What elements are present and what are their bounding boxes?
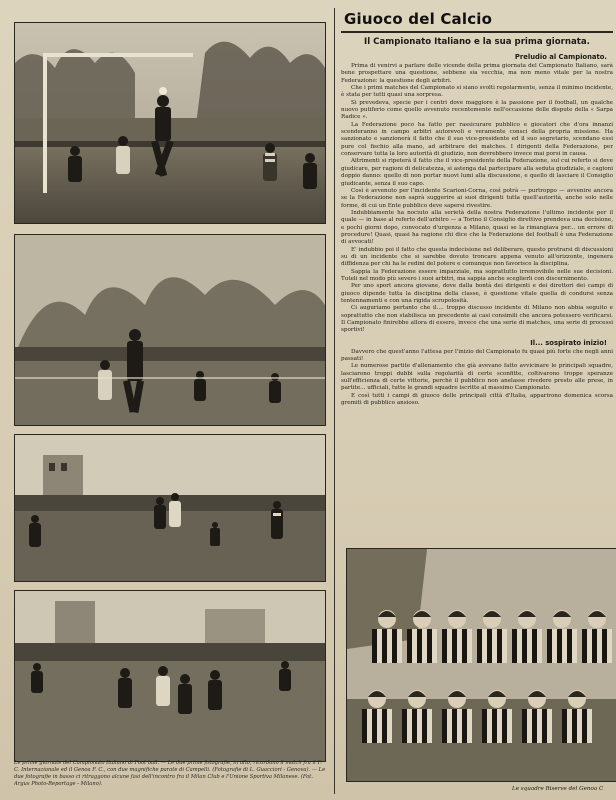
photo-milan-usm-2	[14, 590, 326, 762]
article-paragraph: Per uno sport ancora giovane, dove dalla bontà dei dirigenti e dei direttori dei campi di giuoco dipende tutta la disciplina della classe, è questione vitale quella di condursi senza tentennamenti e con una rigida scrupolosità.	[341, 283, 613, 304]
article-paragraph: E così tutti i campi di giuoco delle principali città d'Italia, apparirono domenica scorsa gremiti di pubblico ansioso.	[341, 392, 613, 407]
article-paragraph: Così è avvenuto per l'incidente Scarioni-Corna, così potrà — purtroppo — avvenire ancora se la Federazione non saprà suggerire ai suoi dirigenti tutta quell'autorità, anche solo nelle forme, di cui un Ente pubblico deve sapersi rivestire.	[341, 187, 613, 209]
article-paragraph: Altrimenti si ripeterà il fatto che il vice-presidente della Federazione, sul cui referto si deve giudicare, per ragioni di delicatezza, si astenga dal partecipare alla seduta giudiziale, e cagioni doppio danno: quello di non portar nuovi lumi alla discussione, e quello di lasciare il Consiglio giudicante, senza il suo capo.	[341, 158, 613, 187]
column-divider	[334, 8, 335, 794]
article-subtitle: Il Campionato Italiano e la sua prima giornata.	[364, 37, 590, 47]
article-paragraph: E' indubbio poi il fatto che questa indecisione nel deliberare, questo protrarsi di discussioni su di un incidente che si sarebbe dovuto troncare appena venuto all'orizzonte, ingenera diffidenza per chi ha le redini del potere e comunque non favorisce la disciplina.	[341, 246, 613, 268]
article-paragraph: Sappia la Federazione essere imparziale, ma soprattutto irremovibile nelle sue decisioni. Tuteli nel modo più severo i suoi arbitri, ma sappia anche sceglierli con discernimento.	[341, 268, 613, 282]
article-paragraph: Le numerose partite d'allenamento che già avevano fatto avvicinare le principali squadre, lasciarono troppi dubbi sulla regolarità di certe sconfitte, coltivarono troppe speranze sull'efficienza di certe vittorie, perchè il pubblico non anelasse rivedere presto alle prese, in partite... ufficiali, tutte le grandi squadre iscritte al massimo Campionato.	[341, 363, 613, 392]
article-paragraph: Prima di venirvi a parlare delle vicende della prima giornata del Campionato Italiano, sarà bene prospettare una questione, sebbene sia vecchia, ma non meno vitale per la nostra Federazione: la questione degli arbitri.	[341, 63, 613, 84]
article-paragraph: Indubbiamente ha nociuto alla serietà della nostra Federazione l'ultimo incidente per il quale — in base al referto dell'arbitro — a Torino il Consiglio direttivo prendeva una decisione, e pochi giorni dopo, convocato d'urgenza a Milano, quasi se la rimangiava per... un errore di procedure! Quasi, quasi ha ragione chi dice che la Federazione del football è una Federazione di avvocati!	[341, 209, 613, 246]
photo-caption: Le prime giornate del Campionato Italiano di Foot ball. — Le due prime fotografie, in alto, ricordano il match fra il F. C. Internazionale ed il Genoa F. C., con due magnifiche parate di Campelli. (Fotografie di L. Guacciori - Genova). — Le due fotografie in basso ci ritraggono alcune fasi dell'incontro fra il Milan Club e l'Unione Sportiva Milanese. (Fot. Argus Photo-Reportage - Milano).	[14, 760, 326, 787]
photo-genoa-reserves	[346, 548, 616, 782]
section-heading-inizio: Il... sospirato inizio!	[530, 338, 607, 347]
article-paragraph: Davvero che quest'anno l'attesa per l'inizio del Campionato fu quasi più forte che negli anni passati!	[341, 348, 613, 363]
article-title: Giuoco del Calcio	[344, 10, 493, 28]
article-paragraph: Ci auguriamo pertanto che il.... troppo discusso incidente di Milano non abbia seguito e soprattutto che non stabilisca un precedente ai casi consimili che ancora potessero verificarsi. Il Campionato finirebbe allora di essere, invece che una serie di matches, una serie di processi sportivi!	[341, 305, 613, 334]
photo-inter-genoa-1	[14, 22, 326, 224]
section-body-preludio	[341, 63, 613, 335]
section-body-inizio	[341, 349, 613, 408]
photo-column	[14, 22, 324, 762]
article-paragraph: Si prevedeva, specie per i centri dove maggiore è la passione per il football, un qualche nuovo putiferio come quello avvenuto recentemente nell'occasione delle dispute della « Sarpa Radice ».	[341, 99, 613, 121]
photo-milan-usm-1	[14, 434, 326, 582]
title-divider	[341, 31, 613, 33]
photo-inter-genoa-2	[14, 234, 326, 426]
bottom-photo-caption: Le squadre Riserve del Genoa C	[512, 786, 604, 792]
article-paragraph: La Federazione poco ha fatto per rassicurare pubblico e giocatori che d'ora innanzi scenderanno in campo arbitri autorevoli e veramente consci della propria missione. Ha sanzionato e sanzionerà il fatto che il suo vice-presidente ed il suo segretario, scendano essi pure col fischio alla mano, ad arbitrare dei matches. I dirigenti della Federazione, per conservare tutta la loro autorità di giudizio, non dovrebbero invece mai porsi in causa.	[341, 121, 613, 158]
article-paragraph: Che i primi matches del Campionato si siano svolti regolarmente, senza il minimo incidente, è stata per tutti quasi una sorpresa.	[341, 85, 613, 99]
section-heading-preludio: Preludio al Campionato.	[514, 53, 607, 61]
article-column	[341, 8, 613, 548]
